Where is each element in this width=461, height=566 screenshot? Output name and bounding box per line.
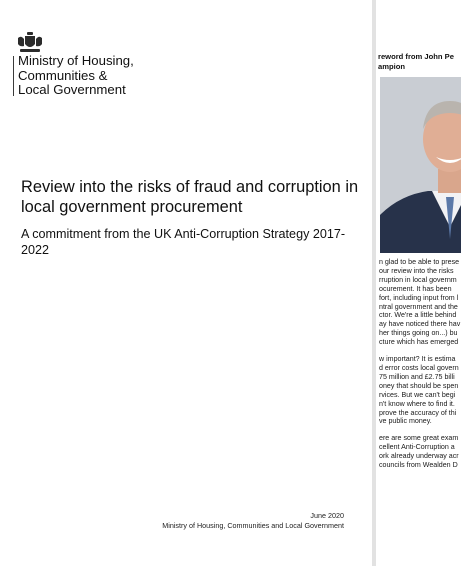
organisation-rule [13,56,14,96]
text-line: oney that should be spen [379,381,459,390]
text-line: n glad to be able to prese [379,258,460,266]
publication-date: June 2020 [310,511,344,520]
foreword-paragraph [379,258,461,347]
foreword-heading-line: reword from John Pe [378,52,454,61]
text-line: cellent Anti-Corruption a [379,443,455,452]
text-line: our review into the risks [379,266,454,275]
text-line: ocurement. It has been [379,284,452,293]
organisation-name [18,54,188,98]
foreword-page [376,0,461,566]
text-line: rvices. But we can't begi [379,390,456,399]
foreword-heading-line: ampion [378,62,406,71]
text-line: ay have noticed there hav [379,320,461,329]
text-line: n't know where to find it. [379,399,455,408]
publisher-name: Ministry of Housing, Communities and Local Government [162,521,344,530]
text-line: ntral government and the [379,302,458,311]
organisation-line: Local Government [18,82,126,98]
text-line: ere are some great exam [379,434,459,443]
foreword-paragraph [379,355,461,426]
text-line: rruption in local governm [379,275,457,284]
foreword-heading [378,52,454,72]
document-subtitle: A commitment from the UK Anti-Corruption Strategy 2017-2022 [21,227,346,257]
text-line: w important? It is estima [379,355,456,364]
document-title: Review into the risks of fraud and corruption in local government procurement [21,178,359,216]
portrait-photo [380,77,461,253]
text-line: ork already underway acr [379,452,459,461]
text-line: ctor. We're a little behind [379,311,457,320]
organisation-line: Communities & [18,67,108,83]
text-line: fort, including input from l [379,293,459,302]
royal-coat-of-arms-icon [16,32,44,54]
text-line: d error costs local govern [379,363,459,372]
text-line: cture which has emerged [379,338,459,347]
text-line: 75 million and £2.75 billi [379,372,455,381]
foreword-paragraph [379,434,461,470]
text-line: councils from Wealden D [379,461,458,470]
text-line: prove the accuracy of thi [379,408,457,417]
text-line: her things going on...) bu [379,329,458,338]
organisation-line: Ministry of Housing, [18,53,134,68]
text-line: ve public money. [379,417,432,426]
foreword-body [379,258,461,478]
